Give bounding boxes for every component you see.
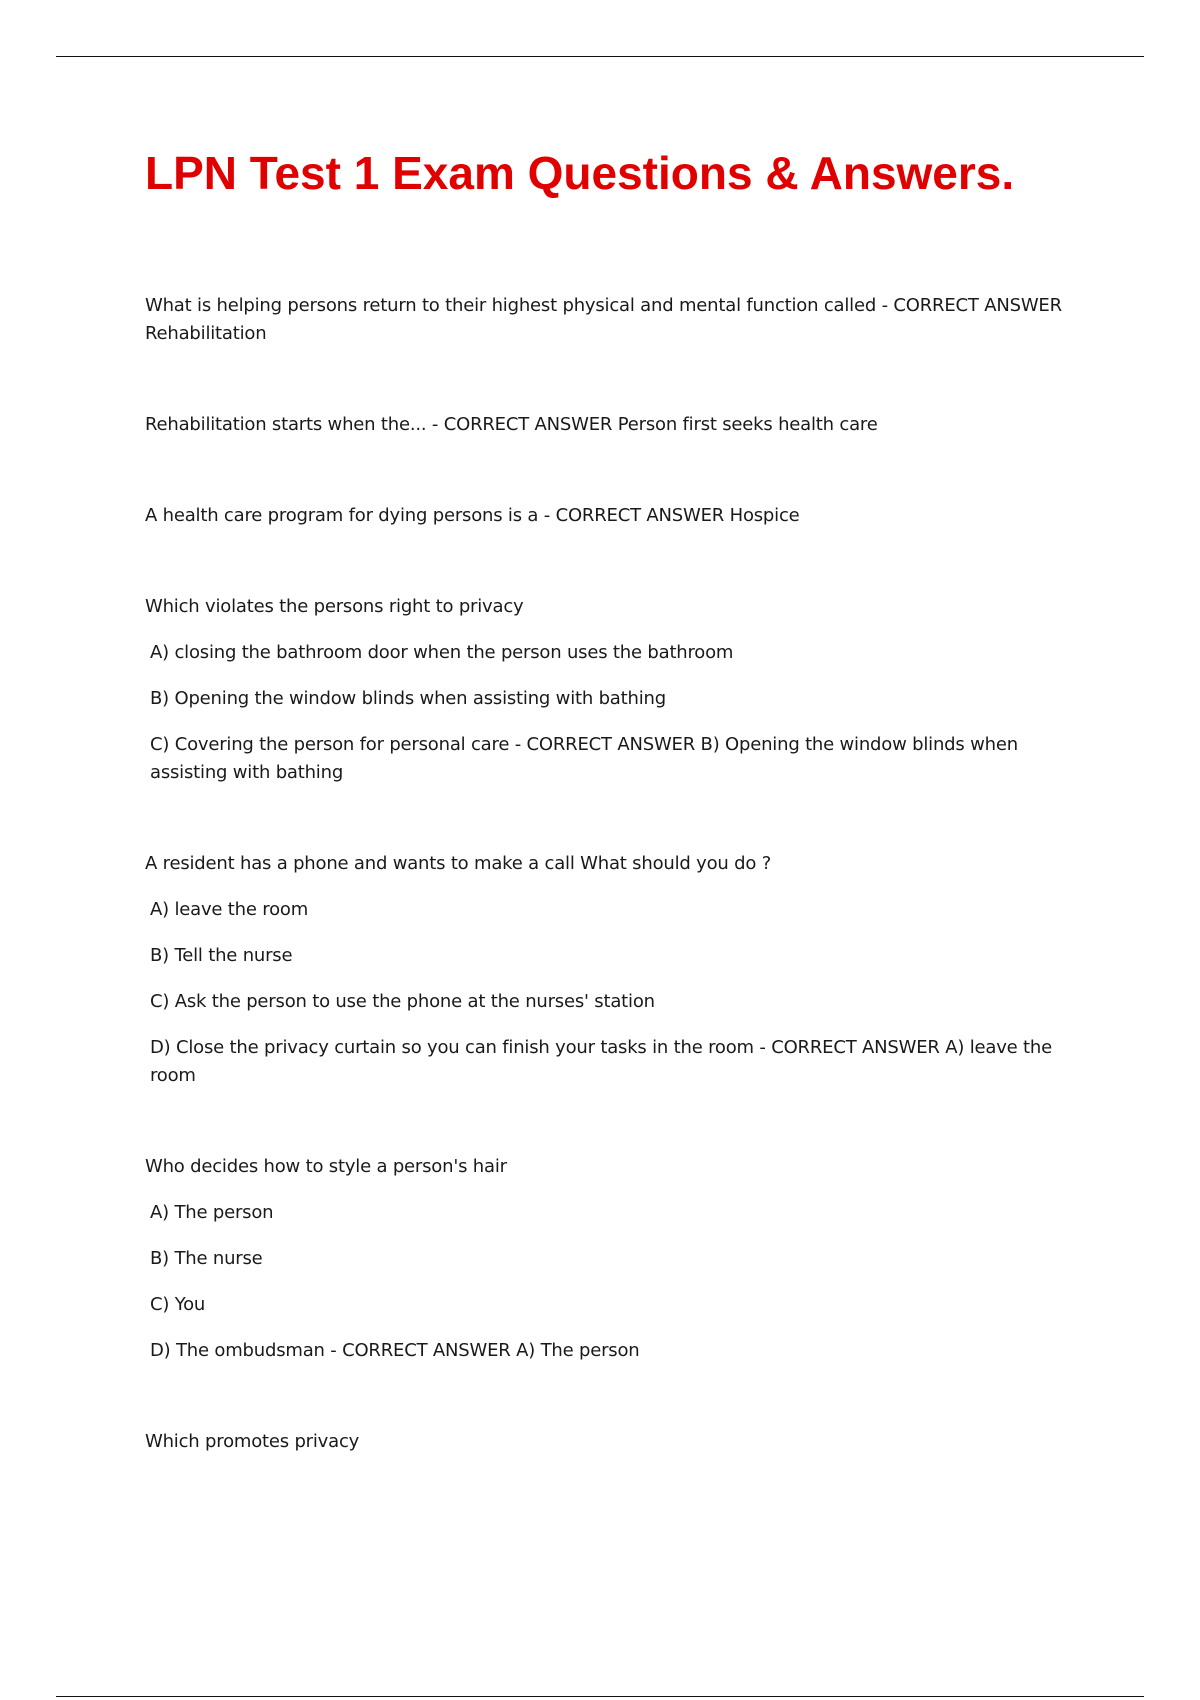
answer-option: B) Tell the nurse bbox=[150, 945, 293, 966]
question-text: A resident has a phone and wants to make a call What should you do ? bbox=[145, 853, 772, 874]
answer-option: C) Ask the person to use the phone at the nurses' station bbox=[150, 991, 655, 1012]
qa-item bbox=[145, 411, 1085, 439]
question-text: Which promotes privacy bbox=[145, 1431, 360, 1452]
answer-option: A) leave the room bbox=[150, 899, 309, 920]
answer-option: A) The person bbox=[150, 1202, 274, 1223]
qa-item bbox=[145, 850, 1085, 1090]
qa-item bbox=[145, 292, 1085, 348]
question-text: Rehabilitation starts when the... - CORRECT ANSWER Person first seeks health care bbox=[145, 414, 878, 435]
qa-item bbox=[145, 502, 1085, 530]
top-rule bbox=[56, 56, 1144, 57]
bottom-rule bbox=[56, 1696, 1144, 1697]
answer-option: C) You bbox=[150, 1294, 206, 1315]
answer-option: B) The nurse bbox=[150, 1248, 263, 1269]
answer-option: D) The ombudsman - CORRECT ANSWER A) The person bbox=[150, 1340, 640, 1361]
question-text: Which violates the persons right to privacy bbox=[145, 596, 524, 617]
qa-item bbox=[145, 1153, 1085, 1365]
answer-option: A) closing the bathroom door when the person uses the bathroom bbox=[150, 642, 734, 663]
answer-option: D) Close the privacy curtain so you can finish your tasks in the room - CORRECT ANSWER A) leave the room bbox=[150, 1037, 1052, 1086]
question-text: What is helping persons return to their highest physical and mental function called - CORRECT ANSWER Rehabilitation bbox=[145, 295, 1062, 344]
answer-option: C) Covering the person for personal care - CORRECT ANSWER B) Opening the window blinds when assisting with bathing bbox=[150, 734, 1018, 783]
question-text: Who decides how to style a person's hair bbox=[145, 1156, 507, 1177]
question-text: A health care program for dying persons is a - CORRECT ANSWER Hospice bbox=[145, 505, 800, 526]
qa-item bbox=[145, 593, 1085, 787]
qa-list bbox=[145, 292, 1085, 1519]
document-title: LPN Test 1 Exam Questions & Answers. bbox=[145, 147, 1015, 199]
answer-option: B) Opening the window blinds when assisting with bathing bbox=[150, 688, 666, 709]
qa-item bbox=[145, 1428, 1085, 1456]
